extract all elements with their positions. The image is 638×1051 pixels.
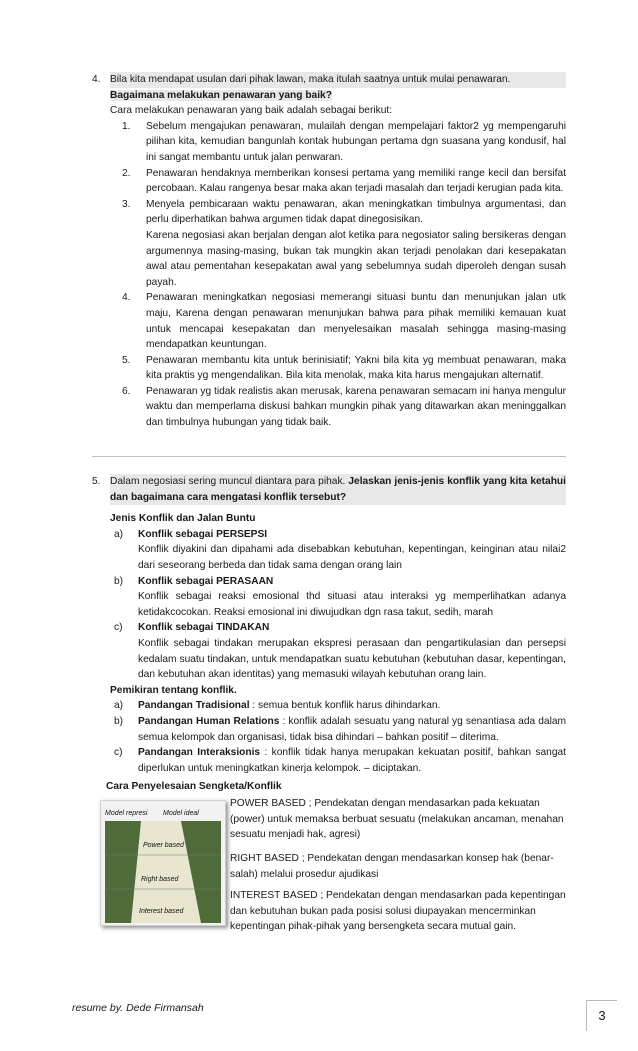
question-number: 5. xyxy=(92,476,101,487)
approach-text: RIGHT BASED ; Pendekatan dengan mendasarkan konsep hak (benar-salah) melalui prosedur ajudikasi xyxy=(230,853,554,880)
footer-author: resume by. Dede Firmansah xyxy=(72,1002,204,1014)
right-model-label: Model ideal xyxy=(163,810,199,817)
approach-block xyxy=(230,888,566,935)
question-5 xyxy=(92,474,566,776)
approach-block xyxy=(230,796,566,843)
band-label: Power based xyxy=(143,842,184,849)
list-item: 3. Menyela pembicaraan waktu penawaran, akan meningkatkan timbulnya argumentasi, dan perlu diperhatikan bahwa argumen tidak dapat dinegosisikan. Karena negosiasi akan berjalan dengan alot ketika para negosiator saling bersikeras dengan argumennya masing-masing, bukan tak mungkin akan terjadi penolakan dari kesepakatan awal atau pementahan kesepakatan awal yang sebelumnya sudah diperoleh dengan susah payah. xyxy=(122,198,566,288)
list-item: 6. Penawaran yg tidak realistis akan merusak, karena penawaran semacam ini hanya mengulur waktu dan memperlama diskusi bahkan mungkin pihak yang ditawarkan akan meninggalkan dan timbulnya hubungan yang tidak baik. xyxy=(122,385,566,429)
question-bold-text: Jelaskan jenis-jenis konflik yang kita ketahui dan bagaimana cara mengatasi konflik tersebut? xyxy=(110,476,566,503)
list-item: a) Konflik sebagai PERSEPSI Konflik diyakini dan dipahami ada disebabkan kebutuhan, kepentingan, keinginan atau nilai2 dari seseorang berbeda dan tidak sama dengan orang lain xyxy=(114,528,566,571)
offer-steps-list xyxy=(122,119,566,431)
dispute-model-diagram xyxy=(101,801,225,925)
approach-block xyxy=(230,851,566,882)
band-label: Interest based xyxy=(139,908,184,915)
dispute-model-figure xyxy=(100,800,226,926)
question-number: 4. xyxy=(92,74,101,85)
list-item: 2. Penawaran hendaknya memberikan konsesi pertama yang memiliki range kecil dan bersifat percobaan. Kalau rangenya besar maka akan terjadi masalah dan terjadi kerugian pada kita. xyxy=(122,167,566,195)
list-item: b) Konflik sebagai PERASAAN Konflik sebagai reaksi emosional thd situasi atau interaksi yg memperlihatkan adanya ketidakcocokan. Reaksi emosional ini diwujudkan dgn rasa takut, sedih, marah xyxy=(114,575,566,618)
list-item: c) Konflik sebagai TINDAKAN Konflik sebagai tindakan merupakan ekspresi perasaan dan pengartikulasian dan persepsi kedalam suatu tindakan, untuk mendapatkan suatu kebutuhan (kebutuhan dasar, kepentingan, dan kebutuhan akan identitas) yang memasuki wilayah kebutuhan orang lain. xyxy=(114,622,566,681)
band-label: Right based xyxy=(141,876,179,883)
list-item: c) Pandangan Interaksionis : konflik tidak hanya merupakan kekuatan positif, bahkan sangat diperlukan untuk meningkatkan kinerja kelompok. – diciptakan. xyxy=(114,747,566,774)
section-title: Pemikiran tentang konflik. xyxy=(110,684,237,696)
page-number: 3 xyxy=(586,1000,617,1031)
divider xyxy=(92,456,566,457)
list-item: 1. Sebelum mengajukan penawaran, mulailah dengan mempelajari faktor2 yg mempengaruhi pilihan kita, kemudian bangunlah kontak hubungan pertama dgn suasana yang kondusif, hal ini sangat membantu untuk jalan penwaran. xyxy=(122,120,566,163)
question-4 xyxy=(92,72,566,431)
list-item: 5. Penawaran membantu kita untuk berinisiatif; Yakni bila kita yg membuat penawaran, maka kita praktis yg mengendalikan. Bila kita menolak, maka kita harus mengajukan alternatif. xyxy=(122,354,566,382)
approach-text: POWER BASED ; Pendekatan dengan mendasarkan pada kekuatan (power) untuk memaksa berbuat sesuatu (melakukan ancaman, menahan sesuatu menjadi hak, agresi) xyxy=(230,798,564,841)
section-title: Jenis Konflik dan Jalan Buntu xyxy=(110,513,256,525)
question-bold-text: Bagaimana melakukan penawaran yang baik? xyxy=(110,89,332,101)
question-text: Dalam negosiasi sering muncul diantara para pihak. xyxy=(110,476,349,487)
question-text: Bila kita mendapat usulan dari pihak lawan, maka itulah saatnya untuk mulai penawaran. xyxy=(110,72,566,88)
conflict-views-list xyxy=(114,698,566,776)
left-model-label: Model represi xyxy=(105,810,148,817)
conflict-types-list xyxy=(114,527,566,683)
list-item: 4. Penawaran meningkatkan negosiasi memerangi situasi buntu dan menunjukan jalan utk maju, Karena dengan penawaran menunjukan bahwa para pihak memiliki kemauan kuat untuk mencapai kesepakatan dan menyelesaikan masalah sehingga masing-masing mendapatkan keuntungan. xyxy=(122,292,566,351)
section-title: Cara Penyelesaian Sengketa/Konflik xyxy=(106,781,282,792)
approach-text: INTEREST BASED ; Pendekatan dengan mendasarkan pada kepentingan dan kebutuhan bukan pada posisi solusi diupayakan mencerminkan kepentingan pihak-pihak yang bersengketa secara mutual gain. xyxy=(230,890,566,933)
list-item: b) Pandangan Human Relations : konflik adalah sesuatu yang natural yg senantiasa ada dalam semua kelompok dan organisasi, tidak bisa dihindari – bahkan positif – diterima. xyxy=(114,715,566,743)
answer-intro: Cara melakukan penawaran yang baik adalah sebagai berikut: xyxy=(110,105,393,117)
list-item: a) Pandangan Tradisional : semua bentuk konflik harus dihindarkan. xyxy=(114,700,441,712)
